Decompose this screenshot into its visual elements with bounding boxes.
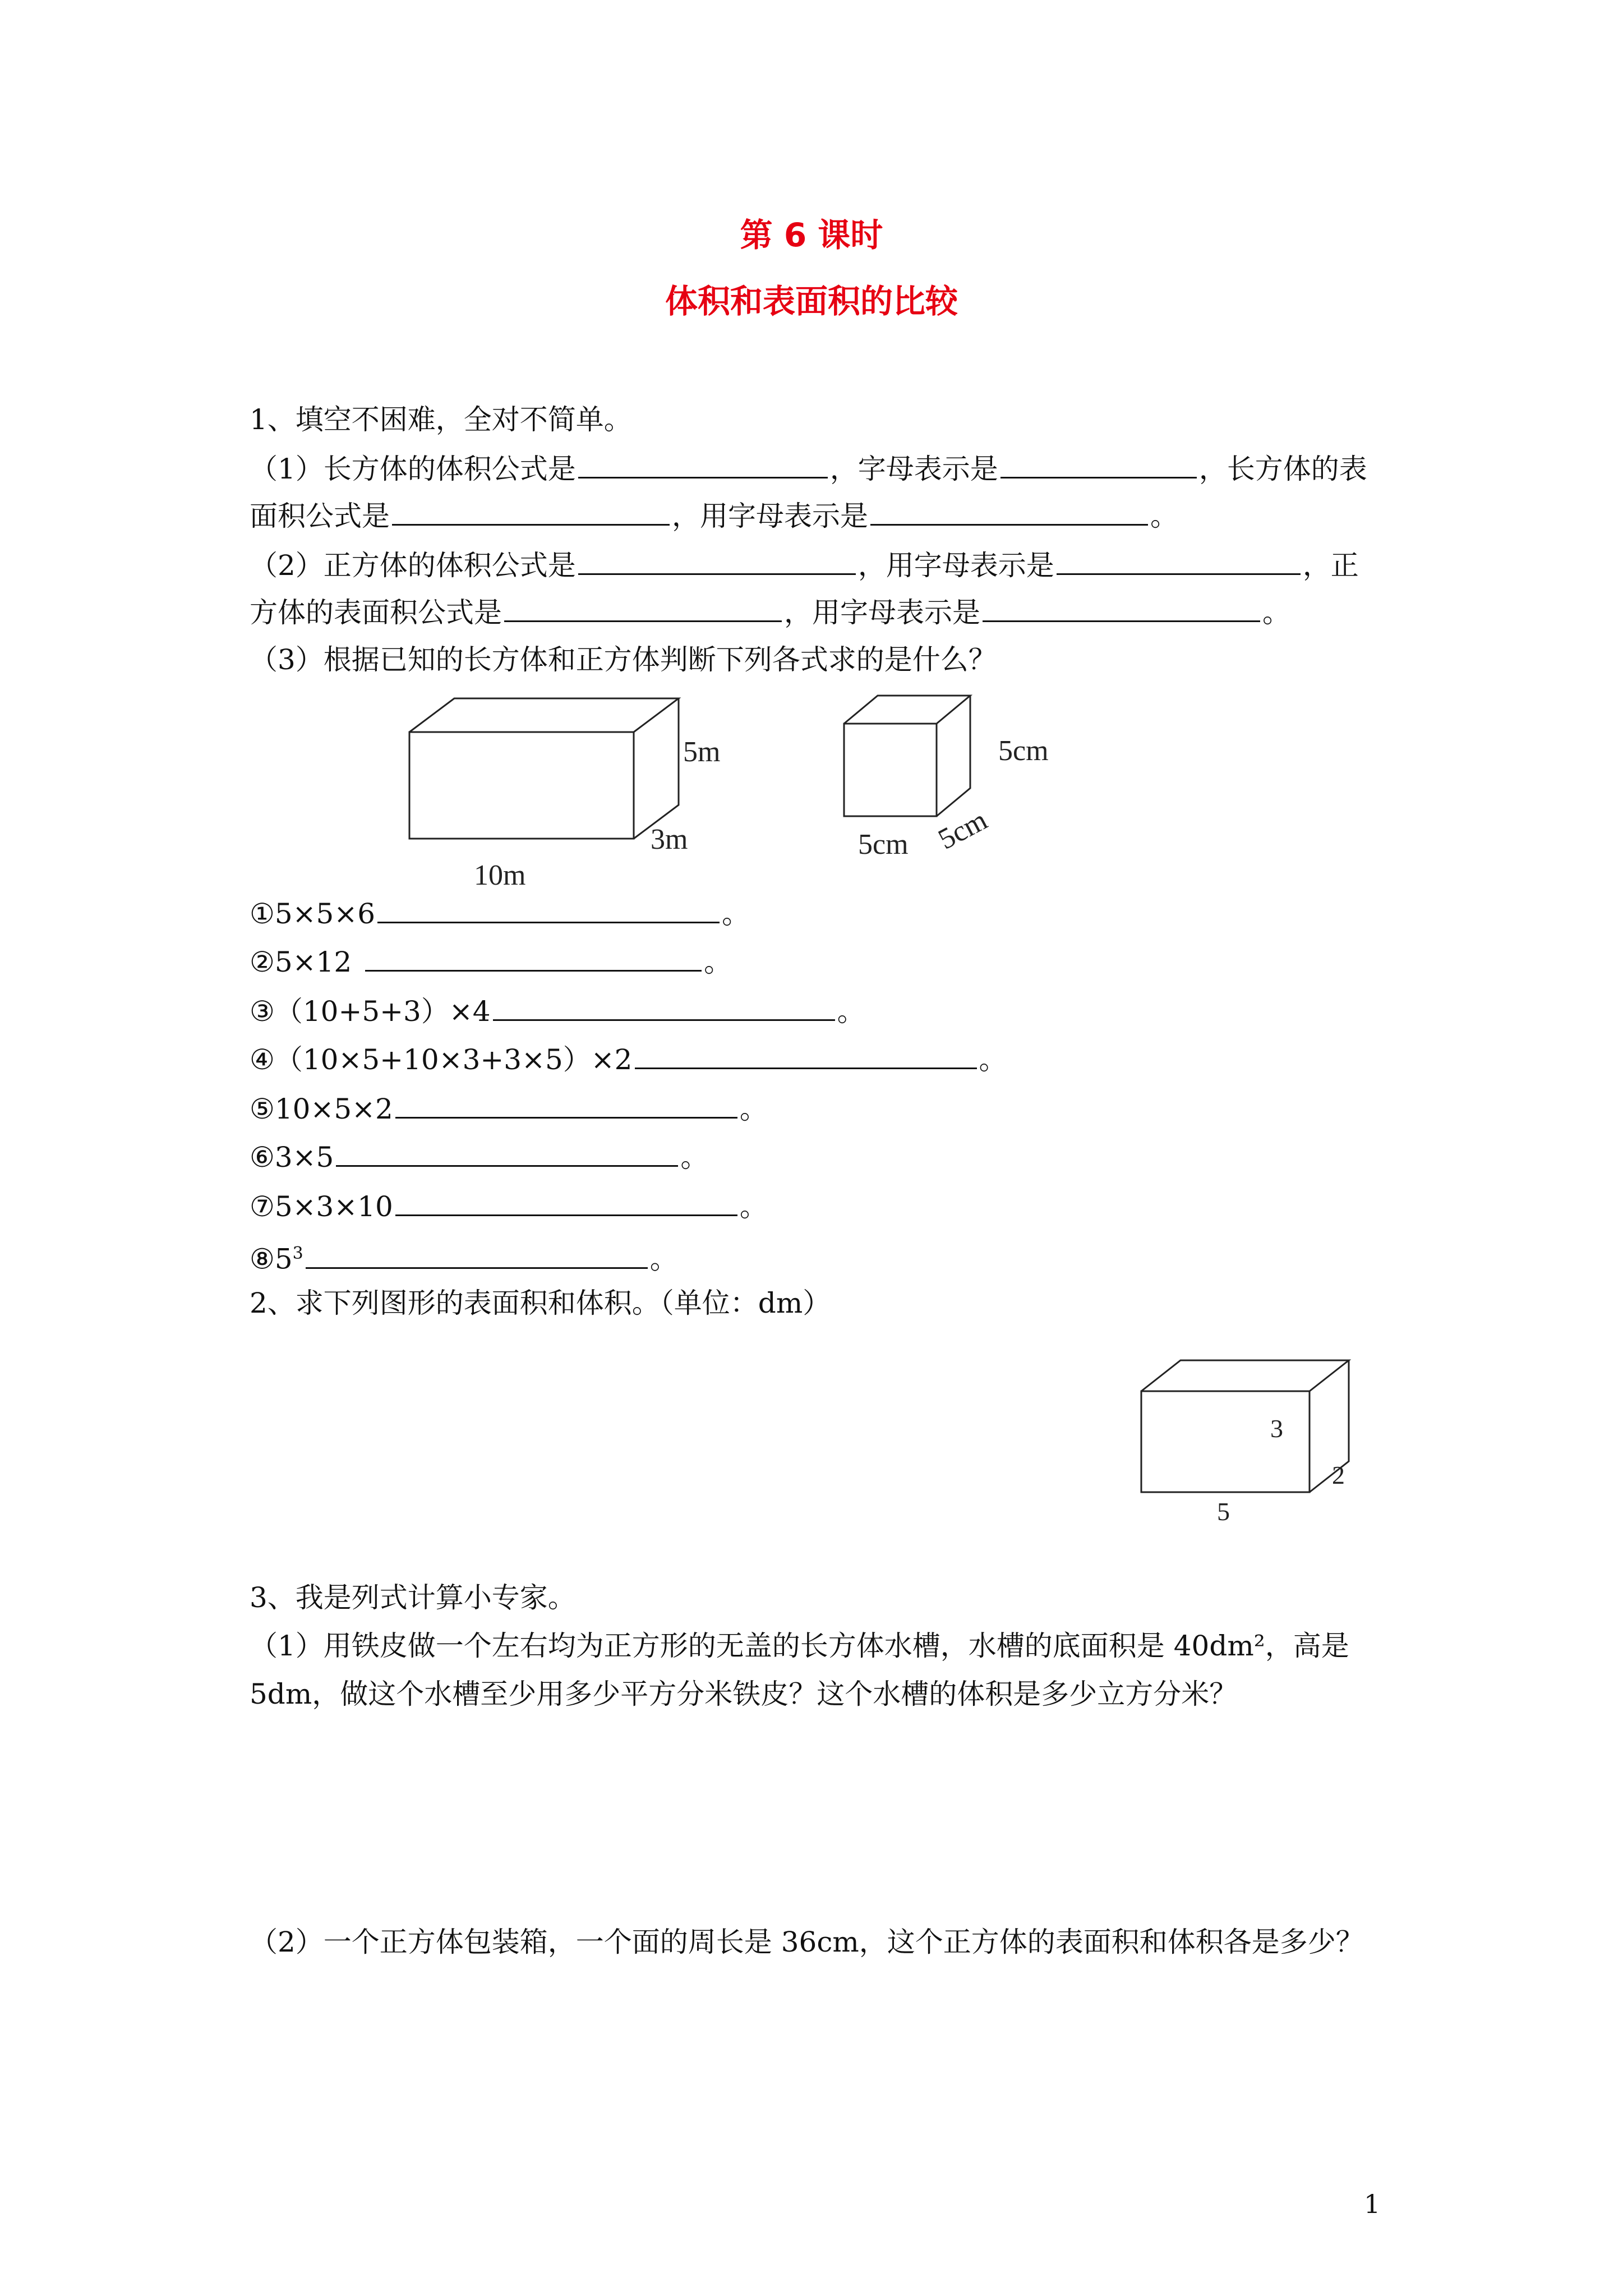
list-item (250, 896, 750, 931)
answer-blank[interactable] (1000, 451, 1197, 478)
list-item (250, 1042, 1007, 1076)
cube-figure (830, 687, 1099, 867)
cuboid-side-face (634, 698, 679, 839)
cube-front-face (844, 724, 937, 816)
page-title: 体积和表面积的比较 (665, 282, 958, 320)
list-item (250, 1237, 678, 1276)
q1-p2-text-e: ，用字母表示是 (784, 596, 980, 629)
answer-blank[interactable] (578, 547, 856, 575)
answer-blank[interactable] (493, 993, 835, 1021)
answer-blank[interactable] (870, 498, 1148, 526)
q2-height-label: 3 (1270, 1414, 1283, 1443)
q1-p2-line2 (250, 595, 1290, 629)
item-expression: ⑦5×3×10 (250, 1190, 393, 1223)
page-number: 1 (1364, 2189, 1381, 2219)
lesson-number: 第 6 课时 (740, 216, 883, 254)
item-expression: ②5×12 (250, 946, 352, 978)
answer-blank[interactable] (578, 451, 828, 478)
answer-blank[interactable] (395, 1189, 737, 1216)
answer-blank[interactable] (365, 944, 702, 972)
q1-p1-text-a: （1）长方体的体积公式是 (250, 453, 576, 485)
answer-blank[interactable] (306, 1241, 648, 1269)
item-period: 。 (704, 946, 732, 978)
q3-p2: （2）一个正方体包装箱，一个面的周长是 36cm，这个正方体的表面积和体积各是多少？ (250, 1926, 1364, 1958)
q1-p2-text-d: 方体的表面积公式是 (250, 596, 502, 629)
item-expression: ⑥3×5 (250, 1141, 334, 1174)
q1-p2-line1 (250, 547, 1359, 582)
item-expression: ⑧5 (250, 1243, 293, 1276)
q1-p1-line2 (250, 498, 1178, 533)
item-exponent: 3 (292, 1244, 303, 1263)
q2-cuboid-top-face (1141, 1360, 1349, 1391)
q3-intro: 3、我是列式计算小专家。 (250, 1581, 576, 1614)
cuboid-top-face (409, 698, 679, 732)
item-period: 。 (739, 1093, 768, 1125)
list-item (250, 944, 732, 979)
q1-p2-text-f: 。 (1262, 596, 1290, 629)
q1-p2-text-a: （2）正方体的体积公式是 (250, 549, 576, 582)
cube-height-label: 5cm (998, 735, 1049, 767)
q3-p1-line2: 5dm，做这个水槽至少用多少平方分米铁皮？这个水槽的体积是多少立方分米？ (250, 1678, 1238, 1710)
list-item (250, 1139, 708, 1174)
answer-blank[interactable] (504, 595, 782, 622)
item-period: 。 (979, 1043, 1007, 1076)
q1-p1-line1 (250, 451, 1367, 486)
q2-cuboid-front-face (1141, 1391, 1310, 1492)
q2-length-label: 5 (1217, 1497, 1230, 1526)
item-period: 。 (739, 1190, 768, 1223)
q1-intro: 1、填空不困难，全对不简单。 (250, 403, 632, 436)
answer-blank[interactable] (1057, 547, 1301, 575)
q2-text: 2、求下列图形的表面积和体积。（单位：dm） (250, 1287, 831, 1319)
cube-top-face (844, 696, 970, 724)
cuboid-depth-label: 3m (651, 823, 688, 855)
q1-p1-text-e: ，用字母表示是 (672, 500, 868, 532)
item-expression: ④（10×5+10×3+3×5）×2 (250, 1043, 633, 1076)
list-item (250, 993, 865, 1028)
answer-blank[interactable] (377, 896, 720, 923)
cuboid-length-label: 10m (474, 859, 526, 891)
cuboid-height-label: 5m (683, 736, 721, 768)
q1-p1-text-b: ，字母表示是 (829, 453, 998, 485)
q1-p2-text-b: ，用字母表示是 (857, 549, 1054, 582)
item-period: 。 (649, 1243, 678, 1276)
cuboid-figure (393, 687, 729, 906)
cube-depth-label: 5cm (933, 804, 993, 856)
q2-depth-label: 2 (1332, 1461, 1345, 1489)
cube-width-label: 5cm (858, 829, 909, 861)
item-period: 。 (680, 1141, 709, 1174)
answer-blank[interactable] (395, 1091, 737, 1119)
q1-p1-text-f: 。 (1150, 500, 1178, 532)
q1-p1-text-c: ，长方体的表 (1198, 453, 1367, 485)
answer-blank[interactable] (336, 1139, 678, 1167)
q2-cuboid-figure (1130, 1341, 1366, 1526)
item-period: 。 (722, 898, 750, 930)
item-period: 。 (837, 995, 865, 1028)
item-expression: ⑤10×5×2 (250, 1093, 393, 1125)
answer-blank[interactable] (983, 595, 1260, 622)
list-item (250, 1091, 768, 1126)
q1-p2-text-c: ，正 (1302, 549, 1359, 582)
answer-blank[interactable] (392, 498, 670, 526)
q3-p1-line1: （1）用铁皮做一个左右均为正方形的无盖的长方体水槽，水槽的底面积是 40dm²，高是 (250, 1630, 1349, 1662)
item-expression: ①5×5×6 (250, 898, 376, 930)
q1-p1-text-d: 面积公式是 (250, 500, 390, 532)
cube-side-face (937, 696, 970, 816)
q1-p3: （3）根据已知的长方体和正方体判断下列各式求的是什么？ (250, 643, 997, 676)
item-expression: ③（10+5+3）×4 (250, 995, 491, 1028)
list-item (250, 1189, 768, 1223)
answer-blank[interactable] (635, 1042, 977, 1069)
cuboid-front-face (409, 732, 634, 839)
